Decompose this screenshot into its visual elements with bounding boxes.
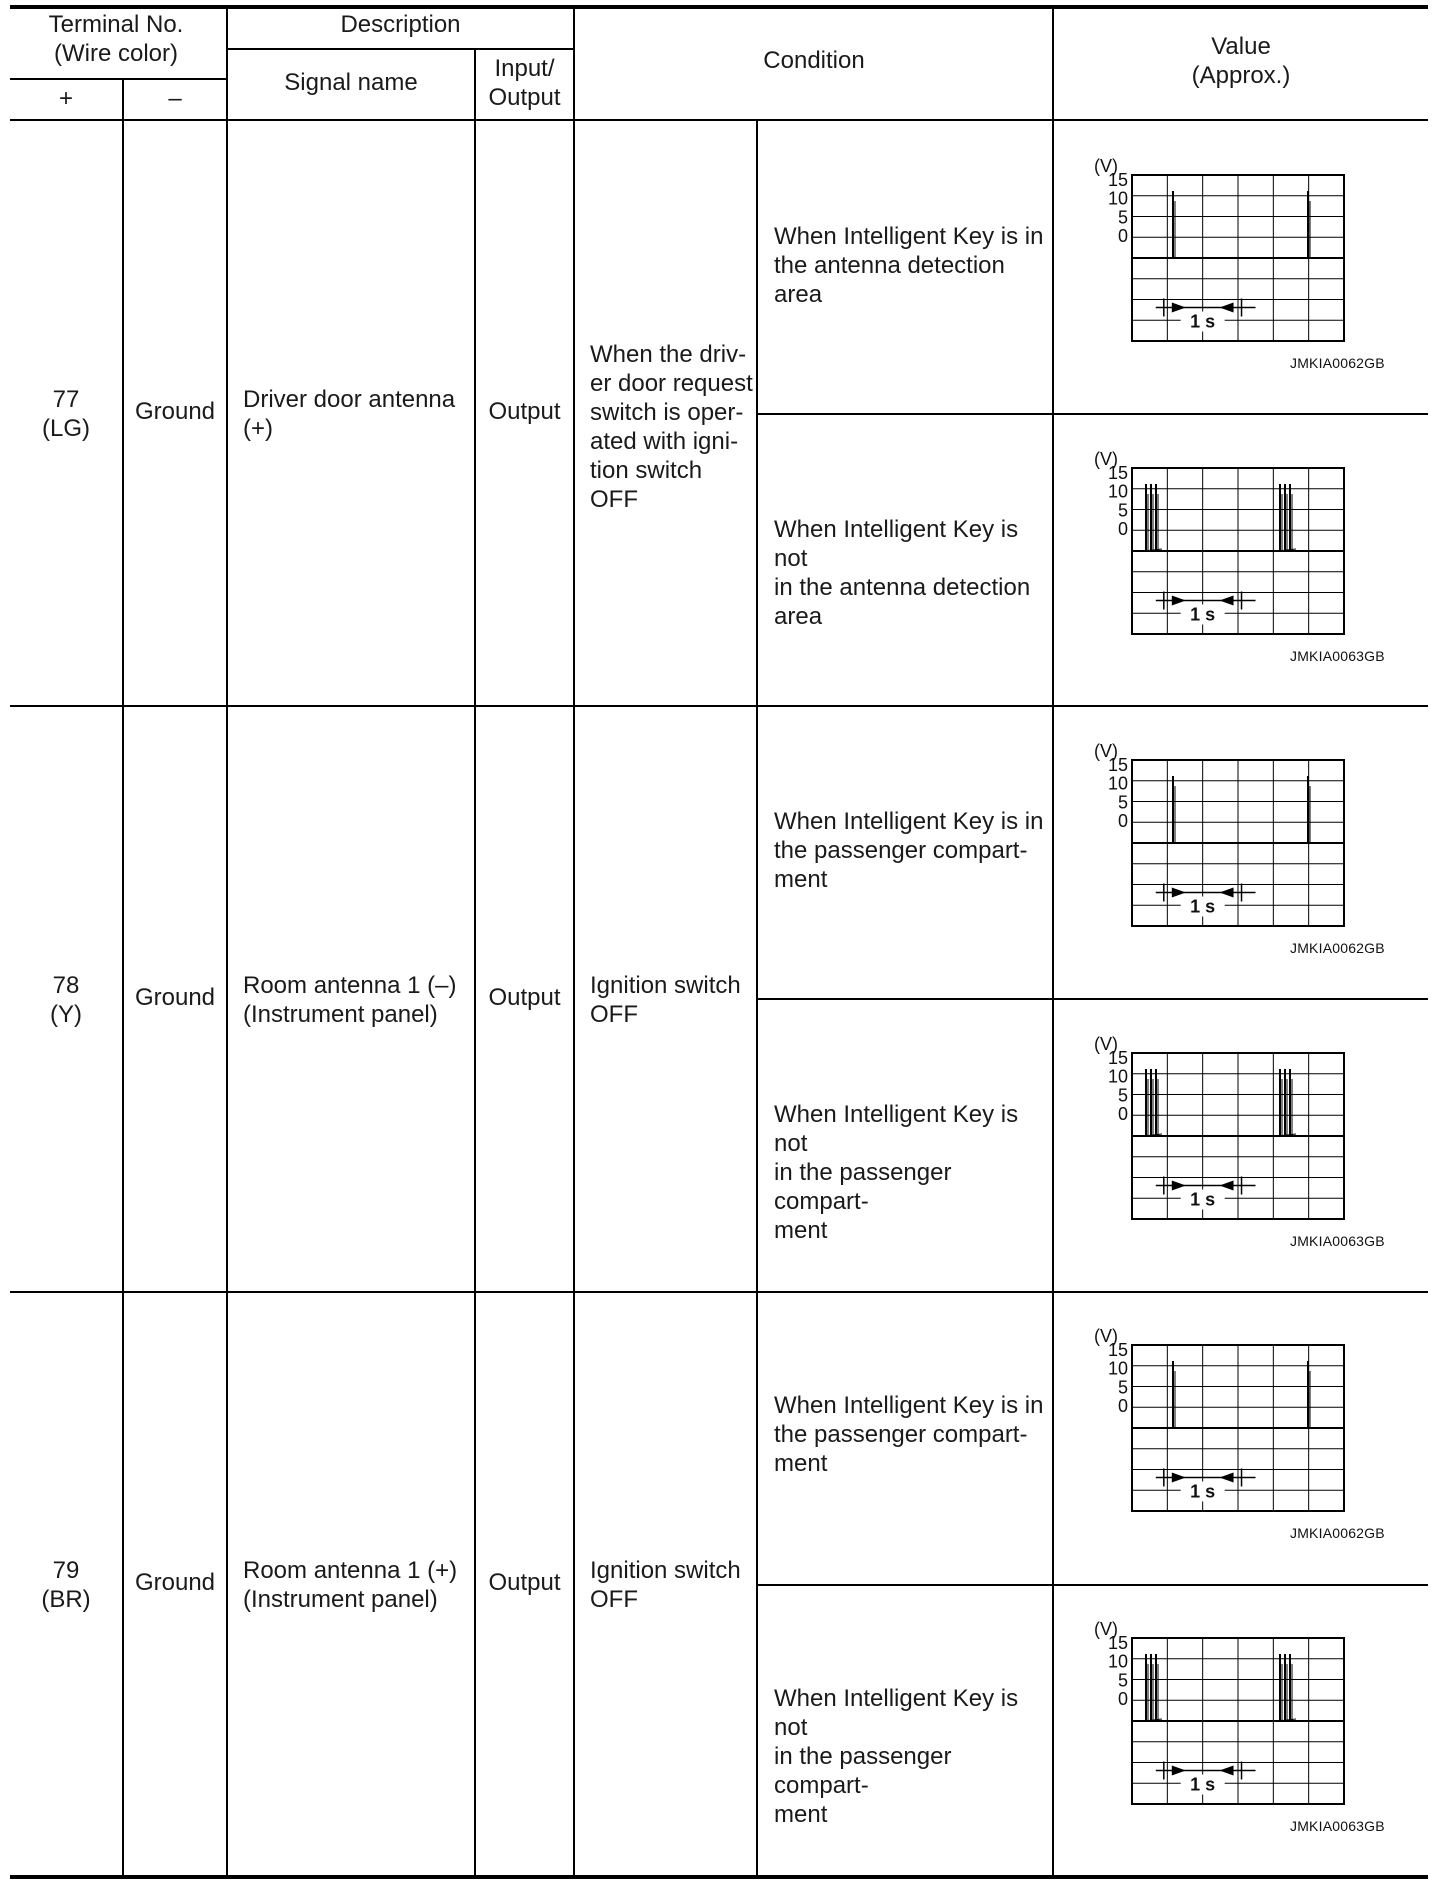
table-top-rule [10,5,1428,9]
scope-arrow-right [1172,1473,1186,1483]
scope-unit-label: (V) [1094,1326,1118,1346]
waveform-svg [1092,1034,1392,1250]
scope-arrow-left [1220,303,1234,313]
scope-unit-label: (V) [1094,156,1118,176]
row1-mid-rule [757,413,1428,415]
scope-y-tick-label: 5 [1117,1377,1128,1398]
scope-y-tick-label: 5 [1117,792,1128,813]
row2-bottom-rule [10,1291,1428,1293]
header-value: Value (Approx.) [1191,33,1291,89]
figure-id-r3s2: JMKIA0063GB [1290,1818,1385,1834]
row3-terminal-minus: Ground [134,1569,216,1596]
scope-time-label: 1 s [1190,1774,1216,1795]
scope-y-tick-label: 5 [1117,1085,1128,1106]
waveform-figure-r3s2 [1092,1619,1392,1840]
header-minus: – [168,85,182,112]
row3-signal-name: Room antenna 1 (+) (Instrument panel) [243,1557,458,1613]
header-signal-name: Signal name [284,69,418,96]
scope-time-label: 1 s [1190,311,1216,332]
col-condition-divider [573,8,575,1876]
scope-y-tick-label: 5 [1117,207,1128,228]
scope-time-label: 1 s [1190,1481,1216,1502]
scope-y-tick-label: 10 [1107,1358,1128,1379]
row3-mid-rule [757,1584,1428,1586]
scope-y-tick-label: 10 [1107,481,1128,502]
waveform-svg [1092,741,1392,957]
figure-id-r2s1: JMKIA0062GB [1290,940,1385,956]
row1-signal-name: Driver door antenna (+) [243,386,456,442]
scope-arrow-right [1172,1766,1186,1776]
row1-terminal-minus: Ground [134,398,216,425]
scope-arrow-right [1172,303,1186,313]
row3-io: Output [488,1569,561,1596]
row1-bottom-rule [10,705,1428,707]
scope-arrow-left [1220,1181,1234,1191]
scope-arrow-right [1172,888,1186,898]
figure-id-r2s2: JMKIA0063GB [1290,1233,1385,1249]
scope-y-tick-label: 15 [1107,1633,1128,1653]
terminal-divider [10,78,227,80]
row1-io: Output [488,398,561,425]
waveform-svg [1092,1326,1392,1542]
scope-arrow-left [1220,1766,1234,1776]
row3-sub2-condition: When Intelligent Key is not in the passenger compart- ment [774,1685,1019,1828]
scope-unit-label: (V) [1094,449,1118,469]
row2-condition: Ignition switch OFF [590,972,741,1028]
row1-sub1-condition: When Intelligent Key is in the antenna detection area [774,223,1044,308]
scope-arrow-left [1220,888,1234,898]
waveform-figure-r1s2 [1092,449,1392,670]
waveform-svg [1092,1619,1392,1835]
scope-y-tick-label: 5 [1117,500,1128,521]
waveform-svg [1092,156,1392,372]
col-description-divider [226,8,228,1876]
scope-time-label: 1 s [1190,604,1216,625]
scope-arrow-right [1172,596,1186,606]
scope-y-tick-label: 15 [1107,463,1128,483]
row2-signal-name: Room antenna 1 (–) (Instrument panel) [243,972,457,1028]
scope-unit-label: (V) [1094,741,1118,761]
description-divider [227,48,574,50]
scope-y-tick-label: 0 [1117,1104,1128,1125]
row2-mid-rule [757,998,1428,1000]
row3-terminal-plus: 79 (BR) [41,1557,91,1613]
scope-arrow-left [1220,596,1234,606]
scope-y-tick-label: 15 [1107,1340,1128,1360]
row2-sub1-condition: When Intelligent Key is in the passenger compart- ment [774,808,1044,893]
header-plus: + [58,85,73,112]
scope-y-tick-label: 0 [1117,1689,1128,1710]
row3-condition: Ignition switch OFF [590,1557,741,1613]
scope-y-tick-label: 0 [1117,1396,1128,1417]
row2-sub2-condition: When Intelligent Key is not in the passenger compart- ment [774,1101,1019,1244]
col-minus-divider [122,79,124,1876]
waveform-figure-r2s2 [1092,1034,1392,1255]
row2-terminal-minus: Ground [134,984,216,1011]
scope-arrow-left [1220,1473,1234,1483]
scope-y-tick-label: 15 [1107,1048,1128,1068]
scope-y-tick-label: 0 [1117,519,1128,540]
figure-id-r1s1: JMKIA0062GB [1290,355,1385,371]
header-bottom-rule [10,119,1428,121]
waveform-figure-r1s1 [1092,156,1392,377]
col-io-divider [474,49,476,1876]
figure-id-r3s1: JMKIA0062GB [1290,1525,1385,1541]
scope-y-tick-label: 0 [1117,811,1128,832]
row1-terminal-plus: 77 (LG) [42,386,90,442]
scope-y-tick-label: 15 [1107,170,1128,190]
scope-time-label: 1 s [1190,1189,1216,1210]
figure-id-r1s2: JMKIA0063GB [1290,648,1385,664]
col-subcondition-divider [756,120,758,1876]
header-condition: Condition [763,47,865,74]
row1-condition: When the driv- er door request switch is oper- ated with igni- tion switch OFF [590,341,753,513]
row2-terminal-plus: 78 (Y) [50,972,82,1028]
header-description: Description [340,11,461,38]
row1-sub2-condition: When Intelligent Key is not in the antenna detection area [774,516,1031,630]
scope-y-tick-label: 10 [1107,1066,1128,1087]
header-terminal-no: Terminal No. (Wire color) [48,11,184,67]
scope-y-tick-label: 10 [1107,773,1128,794]
col-value-divider [1052,8,1054,1876]
header-input-output: Input/ Output [488,55,561,111]
scope-arrow-right [1172,1181,1186,1191]
waveform-figure-r3s1 [1092,1326,1392,1547]
scope-y-tick-label: 5 [1117,1670,1128,1691]
row3-sub1-condition: When Intelligent Key is in the passenger compart- ment [774,1392,1044,1477]
table-bottom-rule [10,1875,1428,1879]
scope-y-tick-label: 10 [1107,188,1128,209]
scope-time-label: 1 s [1190,896,1216,917]
scope-y-tick-label: 10 [1107,1651,1128,1672]
scope-unit-label: (V) [1094,1619,1118,1639]
waveform-svg [1092,449,1392,665]
scope-unit-label: (V) [1094,1034,1118,1054]
scope-y-tick-label: 0 [1117,226,1128,247]
row2-io: Output [488,984,561,1011]
waveform-figure-r2s1 [1092,741,1392,962]
scope-y-tick-label: 15 [1107,755,1128,775]
